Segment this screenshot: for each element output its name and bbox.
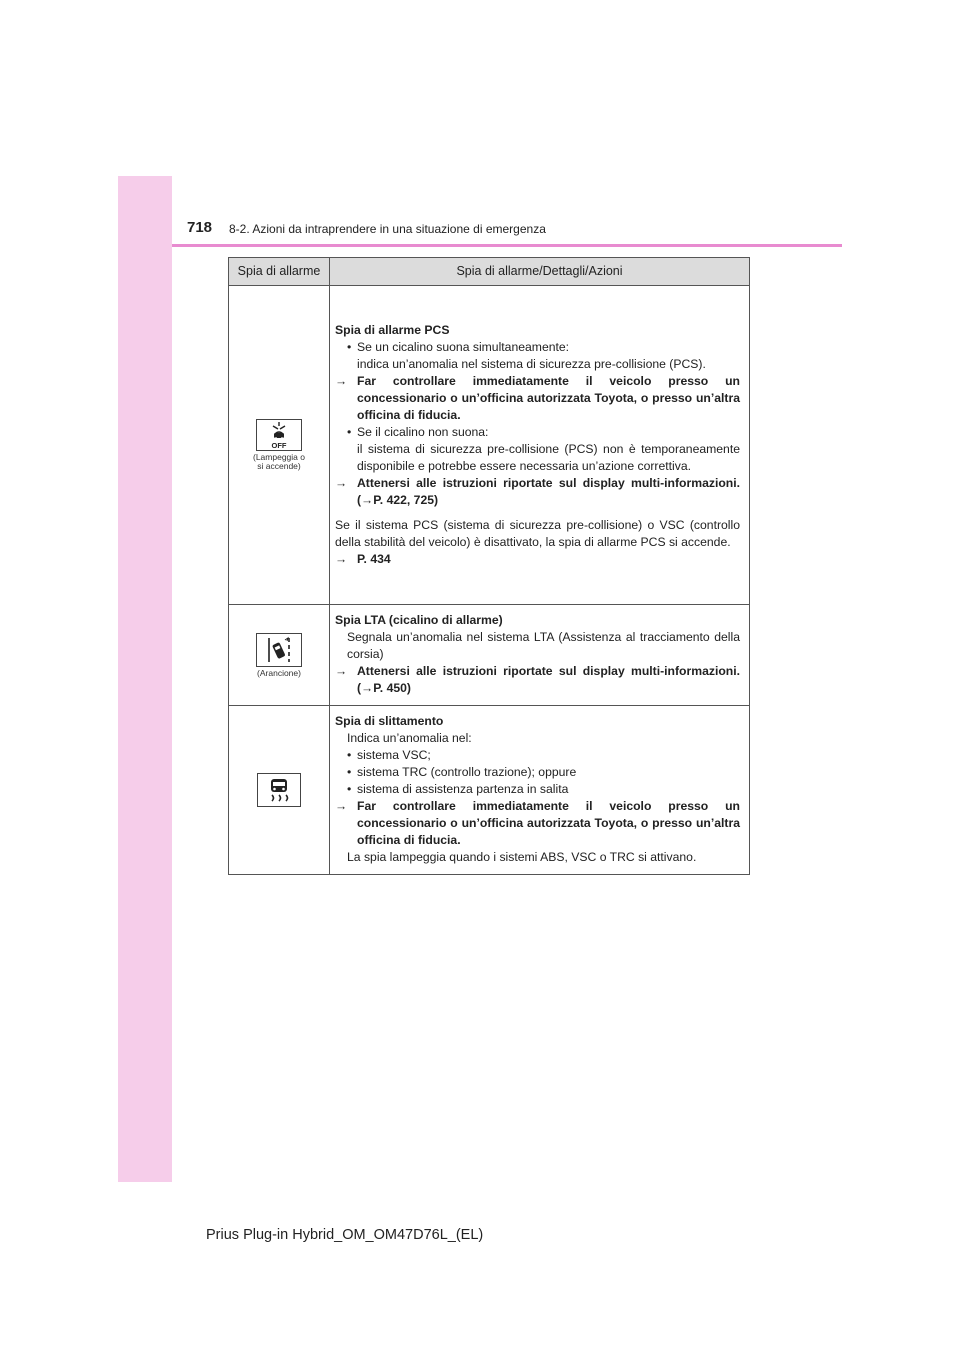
arrow-icon: → xyxy=(335,475,348,490)
list-item: • sistema VSC; xyxy=(347,748,431,762)
action-text xyxy=(335,475,740,509)
row-tail-note: La spia lampeggia quando i sistemi ABS, VSC o TRC si attivano. xyxy=(347,850,697,864)
table-header-row xyxy=(229,258,750,286)
pcs-off-label: OFF xyxy=(271,441,287,450)
note-text: Se il sistema PCS (sistema di sicurezza pre-collisione) o VSC (controllo della stabilità del veicolo) è disattivato, la spia di allarme PCS si accende. xyxy=(335,517,740,549)
icon-cell xyxy=(229,286,330,605)
side-tab-band xyxy=(118,176,172,1182)
action-body: Far controllare immediatamente il veicolo presso un concessionario o un’officina autorizzata Toyota, o presso un’altra officina di fiducia. xyxy=(357,799,740,847)
row-description: Segnala un’anomalia nel sistema LTA (Assistenza al tracciamento della corsia) xyxy=(347,630,740,661)
arrow-icon: → xyxy=(335,551,348,566)
action-body: Attenersi alle istruzioni riportate sul display multi-informazioni. (→P. 422, 725) xyxy=(357,475,740,507)
page-reference xyxy=(335,551,740,568)
list-item: • Se il cicalino non suona: xyxy=(347,424,489,439)
icon-note: (Arancione) xyxy=(257,667,301,678)
list-item: • sistema TRC (controllo trazione); oppure xyxy=(347,765,577,779)
table-row-lta xyxy=(229,605,750,706)
bullet-text: Se il cicalino non suona: xyxy=(357,424,489,439)
row-title: Spia di slittamento xyxy=(335,714,444,728)
action-text xyxy=(335,663,740,697)
table-row-pcs xyxy=(229,286,750,605)
action-text xyxy=(335,373,740,424)
section-title: 8-2. Azioni da intraprendere in una situazione di emergenza xyxy=(229,222,546,236)
arrow-icon: → xyxy=(335,799,348,813)
row-description: Indica un’anomalia nel: xyxy=(347,731,472,745)
bullet-detail: indica un’anomalia nel sistema di sicurezza pre-collisione (PCS). xyxy=(357,356,706,371)
lta-warning-icon xyxy=(256,633,302,667)
arrow-icon: → xyxy=(335,664,348,678)
icon-note-line-2: si accende) xyxy=(257,461,301,471)
icon-cell xyxy=(229,706,330,875)
icon-note xyxy=(229,453,329,471)
table-row-slip xyxy=(229,706,750,875)
column-header-warning-light: Spia di allarme xyxy=(229,258,330,286)
bullet-text: sistema VSC; xyxy=(357,748,431,762)
slip-indicator-icon xyxy=(257,773,301,807)
details-cell xyxy=(330,706,750,875)
details-cell xyxy=(330,605,750,706)
bullet-text: sistema TRC (controllo trazione); oppure xyxy=(357,765,577,779)
bullet-text: Se un cicalino suona simultaneamente: xyxy=(357,339,570,354)
header-divider xyxy=(172,244,842,247)
icon-note-line-1: (Lampeggia o xyxy=(253,452,305,462)
warning-light-table xyxy=(228,257,750,875)
column-header-details: Spia di allarme/Dettagli/Azioni xyxy=(330,258,750,286)
action-body: Attenersi alle istruzioni riportate sul display multi-informazioni. (→P. 450) xyxy=(357,664,740,695)
details-cell xyxy=(330,286,750,605)
action-text xyxy=(335,798,740,849)
list-item: • Se un cicalino suona simultaneamente: xyxy=(347,339,570,354)
row-title: Spia di allarme PCS xyxy=(335,322,450,337)
reference-text: P. 434 xyxy=(357,551,391,566)
pcs-off-warning-icon xyxy=(256,419,302,451)
list-item: • sistema di assistenza partenza in salita xyxy=(347,782,569,796)
bullet-text: sistema di assistenza partenza in salita xyxy=(357,782,569,796)
page-number: 718 xyxy=(187,219,213,236)
arrow-icon: → xyxy=(335,373,348,388)
icon-cell xyxy=(229,605,330,706)
action-body: Far controllare immediatamente il veicolo presso un concessionario o un’officina autorizzata Toyota, o presso un’altra officina di fiducia. xyxy=(357,373,740,422)
bullet-detail: il sistema di sicurezza pre-collisione (PCS) non è temporaneamente disponibile e potrebbe essere necessaria un’azione correttiva. xyxy=(357,441,740,473)
row-title: Spia LTA (cicalino di allarme) xyxy=(335,613,503,627)
document-footer: Prius Plug-in Hybrid_OM_OM47D76L_(EL) xyxy=(206,1227,484,1243)
